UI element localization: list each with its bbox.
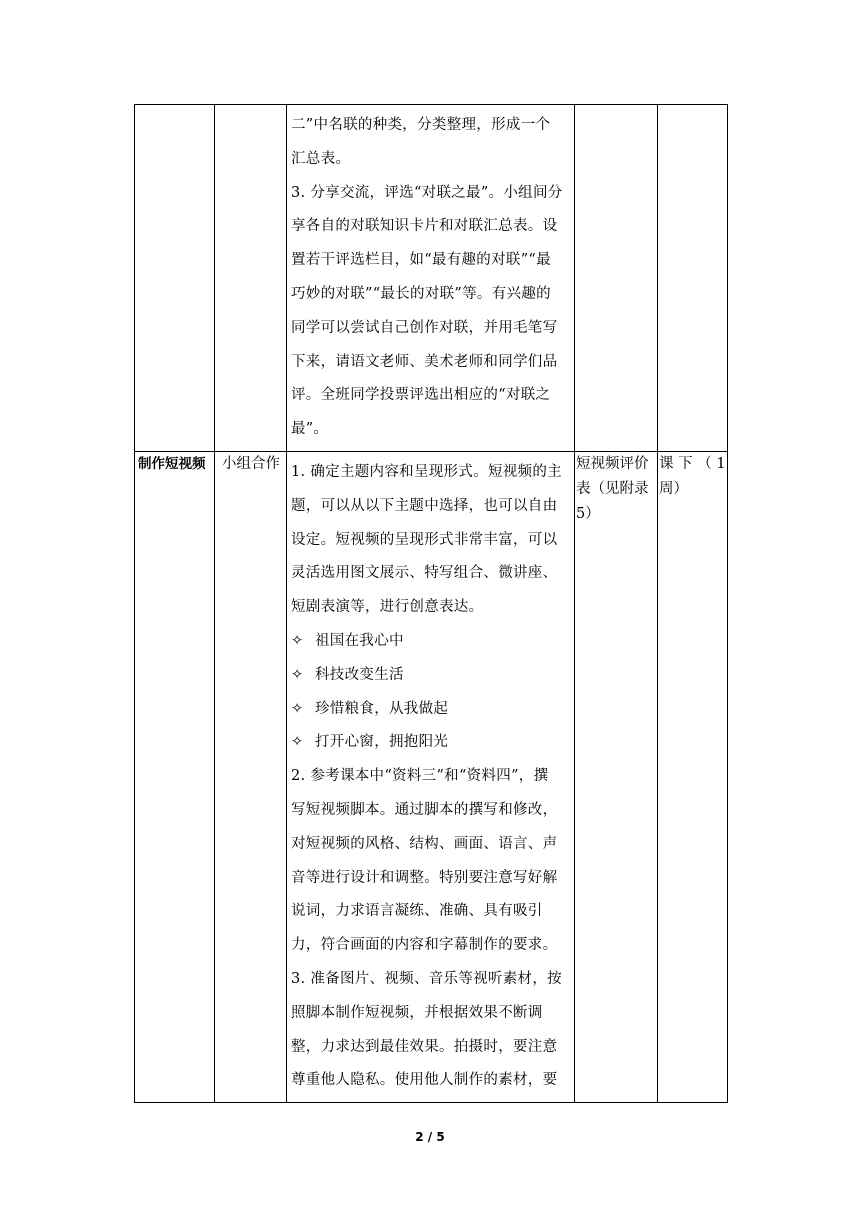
text-line: 2. 参考课本中“资料三”和“资料四”，撰 — [291, 768, 549, 785]
text-line: 下来，请语文老师、美术老师和同学们品 — [291, 353, 558, 370]
diamond-star-icon: ✧ — [291, 632, 304, 649]
text-line: 置若干评选栏目，如“最有趣的对联”“最 — [291, 252, 551, 269]
text-line: 享各自的对联知识卡片和对联汇总表。设 — [291, 218, 558, 235]
page-number: 2 / 5 — [415, 1130, 445, 1144]
theme-label: 打开心窗，拥抱阳光 — [315, 734, 449, 751]
diamond-star-icon: ✧ — [291, 666, 304, 683]
text-line: 3. 分享交流，评选“对联之最”。小组间分 — [291, 184, 563, 201]
theme-label: 珍惜粮食，从我做起 — [315, 700, 449, 717]
text-line: 最”。 — [291, 421, 329, 438]
method-cell — [215, 105, 287, 452]
text-line: 5） — [576, 505, 600, 522]
phase-cell — [135, 105, 215, 452]
text-line: 说词，力求语言凝练、准确、具有吸引 — [291, 903, 543, 920]
text-line: 对短视频的风格、结构、画面、语言、声 — [291, 835, 558, 852]
text-line: 短剧表演等，进行创意表达。 — [291, 599, 484, 616]
text-line: 照脚本制作短视频，并根据效果不断调 — [291, 1004, 543, 1021]
content-cell — [287, 451, 575, 1102]
text-line: 尊重他人隐私。使用他人制作的素材，要 — [291, 1072, 558, 1089]
activity-description — [287, 452, 574, 1102]
evaluation-text — [575, 452, 657, 527]
text-line: 灵活选用图文展示、特写组合、微讲座、 — [291, 565, 558, 582]
time-cell — [658, 105, 728, 452]
text-line: 力，符合画面的内容和字幕制作的要求。 — [291, 937, 558, 954]
activity-table — [134, 104, 728, 1103]
diamond-star-icon: ✧ — [291, 734, 304, 751]
text-line: 汇总表。 — [291, 150, 351, 167]
theme-list-item — [291, 726, 569, 760]
evaluation-cell — [575, 451, 658, 1102]
theme-label: 祖国在我心中 — [315, 632, 404, 649]
activity-description — [287, 105, 574, 451]
content-cell — [287, 105, 575, 452]
text-line: 写短视频脚本。通过脚本的撰写和修改， — [291, 801, 558, 818]
theme-list-item — [291, 625, 569, 659]
phase-label: 制作短视频 — [138, 455, 206, 472]
table-row — [135, 451, 728, 1102]
method-cell — [215, 451, 287, 1102]
text-line: 短视频评价 — [576, 455, 649, 472]
text-line: 3. 准备图片、视频、音乐等视听素材，按 — [291, 970, 562, 987]
text-line: 周） — [659, 480, 688, 497]
text-line: 评。全班同学投票评选出相应的“对联之 — [291, 387, 551, 404]
text-line: 设定。短视频的呈现形式非常丰富，可以 — [291, 531, 558, 548]
text-line: 二”中名联的种类，分类整理，形成一个 — [291, 117, 551, 133]
text-line: 题，可以从以下主题中选择，也可以自由 — [291, 497, 558, 514]
text-line: 整，力求达到最佳效果。拍摄时，要注意 — [291, 1038, 558, 1055]
text-line: 课 下 （ 1 — [659, 455, 726, 472]
theme-list-item — [291, 659, 569, 693]
text-line: 表（见附录 — [576, 480, 649, 497]
method-label: 小组合作 — [222, 455, 280, 472]
theme-list-item — [291, 693, 569, 727]
table-row — [135, 105, 728, 452]
diamond-star-icon: ✧ — [291, 700, 304, 717]
phase-cell — [135, 451, 215, 1102]
text-line: 巧妙的对联”“最长的对联”等。有兴趣的 — [291, 285, 551, 302]
time-cell — [658, 451, 728, 1102]
theme-label: 科技改变生活 — [315, 666, 404, 683]
text-line: 同学可以尝试自己创作对联，并用毛笔写 — [291, 319, 558, 336]
text-line: 1. 确定主题内容和呈现形式。短视频的主 — [291, 463, 562, 480]
time-text — [658, 452, 727, 502]
text-line: 音等进行设计和调整。特别要注意写好解 — [291, 869, 558, 886]
evaluation-cell — [575, 105, 658, 452]
